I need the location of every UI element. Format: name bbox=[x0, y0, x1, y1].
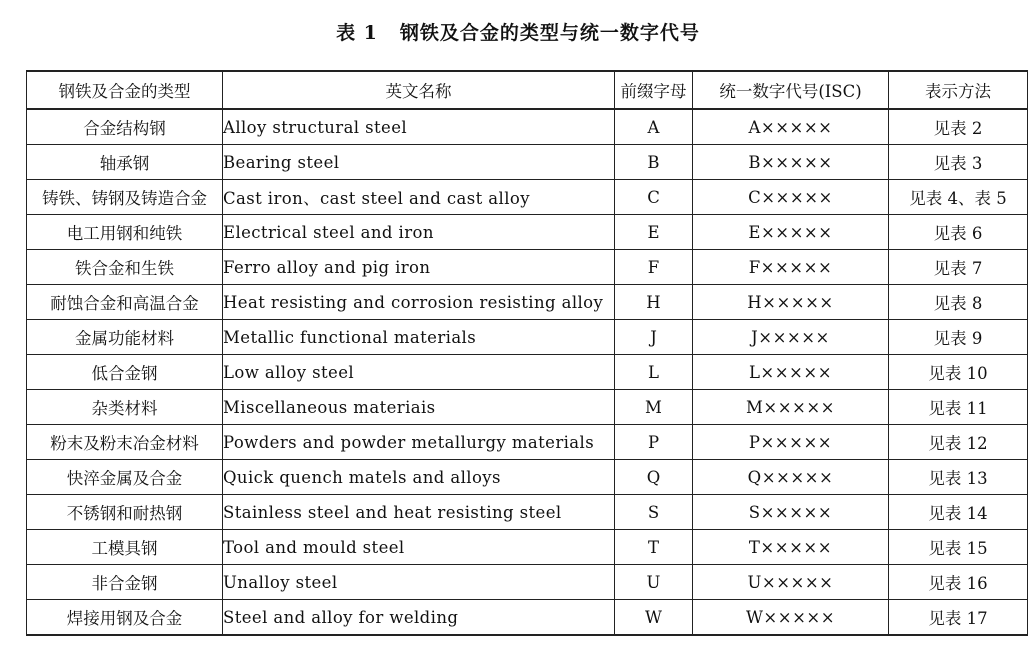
table-title bbox=[0, 18, 1036, 45]
prefix-letter-cell: A bbox=[615, 109, 693, 145]
table-header-row bbox=[27, 71, 1028, 109]
reference-cell: 见表 9 bbox=[889, 320, 1028, 355]
material-type-cell: 粉末及粉末冶金材料 bbox=[27, 425, 223, 460]
table-row bbox=[27, 109, 1028, 145]
reference-cell: 见表 12 bbox=[889, 425, 1028, 460]
material-type-cell: 焊接用钢及合金 bbox=[27, 600, 223, 636]
reference-cell: 见表 4、表 5 bbox=[889, 180, 1028, 215]
prefix-letter-cell: Q bbox=[615, 460, 693, 495]
prefix-letter-cell: S bbox=[615, 495, 693, 530]
table-number: 表 1 bbox=[336, 22, 378, 44]
table-body bbox=[27, 109, 1028, 635]
reference-cell: 见表 3 bbox=[889, 145, 1028, 180]
material-type-cell: 铁合金和生铁 bbox=[27, 250, 223, 285]
table-row bbox=[27, 145, 1028, 180]
table-row bbox=[27, 425, 1028, 460]
prefix-letter-cell: J bbox=[615, 320, 693, 355]
table-row bbox=[27, 565, 1028, 600]
material-type-cell: 工模具钢 bbox=[27, 530, 223, 565]
isc-code-cell: L××××× bbox=[693, 355, 889, 390]
table-row bbox=[27, 215, 1028, 250]
isc-code-cell: H××××× bbox=[693, 285, 889, 320]
english-name-cell: Quick quench matels and alloys bbox=[223, 460, 615, 495]
isc-code-cell: T××××× bbox=[693, 530, 889, 565]
prefix-letter-cell: C bbox=[615, 180, 693, 215]
reference-cell: 见表 16 bbox=[889, 565, 1028, 600]
isc-code-cell: U××××× bbox=[693, 565, 889, 600]
isc-code-cell: F××××× bbox=[693, 250, 889, 285]
english-name-cell: Metallic functional materials bbox=[223, 320, 615, 355]
english-name-cell: Ferro alloy and pig iron bbox=[223, 250, 615, 285]
reference-cell: 见表 11 bbox=[889, 390, 1028, 425]
table-row bbox=[27, 180, 1028, 215]
isc-code-cell: B××××× bbox=[693, 145, 889, 180]
english-name-cell: Miscellaneous materiais bbox=[223, 390, 615, 425]
material-type-cell: 铸铁、铸钢及铸造合金 bbox=[27, 180, 223, 215]
steel-alloy-code-table bbox=[26, 70, 1028, 636]
reference-cell: 见表 8 bbox=[889, 285, 1028, 320]
isc-code-cell: Q××××× bbox=[693, 460, 889, 495]
english-name-cell: Heat resisting and corrosion resisting alloy bbox=[223, 285, 615, 320]
english-name-cell: Bearing steel bbox=[223, 145, 615, 180]
isc-code-cell: S××××× bbox=[693, 495, 889, 530]
reference-cell: 见表 7 bbox=[889, 250, 1028, 285]
prefix-letter-cell: W bbox=[615, 600, 693, 636]
prefix-letter-cell: P bbox=[615, 425, 693, 460]
prefix-letter-cell: E bbox=[615, 215, 693, 250]
english-name-cell: Cast iron、cast steel and cast alloy bbox=[223, 180, 615, 215]
header-reference: 表示方法 bbox=[889, 71, 1028, 109]
material-type-cell: 非合金钢 bbox=[27, 565, 223, 600]
table-row bbox=[27, 250, 1028, 285]
table-row bbox=[27, 285, 1028, 320]
prefix-letter-cell: F bbox=[615, 250, 693, 285]
material-type-cell: 杂类材料 bbox=[27, 390, 223, 425]
english-name-cell: Tool and mould steel bbox=[223, 530, 615, 565]
material-type-cell: 低合金钢 bbox=[27, 355, 223, 390]
reference-cell: 见表 10 bbox=[889, 355, 1028, 390]
material-type-cell: 轴承钢 bbox=[27, 145, 223, 180]
table-row bbox=[27, 530, 1028, 565]
english-name-cell: Steel and alloy for welding bbox=[223, 600, 615, 636]
material-type-cell: 快淬金属及合金 bbox=[27, 460, 223, 495]
table-row bbox=[27, 390, 1028, 425]
english-name-cell: Low alloy steel bbox=[223, 355, 615, 390]
english-name-cell: Powders and powder metallurgy materials bbox=[223, 425, 615, 460]
english-name-cell: Stainless steel and heat resisting steel bbox=[223, 495, 615, 530]
material-type-cell: 不锈钢和耐热钢 bbox=[27, 495, 223, 530]
isc-code-cell: W××××× bbox=[693, 600, 889, 636]
reference-cell: 见表 6 bbox=[889, 215, 1028, 250]
isc-code-cell: C××××× bbox=[693, 180, 889, 215]
table-row bbox=[27, 495, 1028, 530]
header-isc-code: 统一数字代号(ISC) bbox=[693, 71, 889, 109]
prefix-letter-cell: U bbox=[615, 565, 693, 600]
isc-code-cell: J××××× bbox=[693, 320, 889, 355]
prefix-letter-cell: B bbox=[615, 145, 693, 180]
header-prefix-letter: 前缀字母 bbox=[615, 71, 693, 109]
isc-code-cell: E××××× bbox=[693, 215, 889, 250]
reference-cell: 见表 14 bbox=[889, 495, 1028, 530]
english-name-cell: Electrical steel and iron bbox=[223, 215, 615, 250]
isc-code-cell: A××××× bbox=[693, 109, 889, 145]
prefix-letter-cell: L bbox=[615, 355, 693, 390]
material-type-cell: 电工用钢和纯铁 bbox=[27, 215, 223, 250]
prefix-letter-cell: M bbox=[615, 390, 693, 425]
material-type-cell: 金属功能材料 bbox=[27, 320, 223, 355]
header-material-type: 钢铁及合金的类型 bbox=[27, 71, 223, 109]
isc-code-cell: P××××× bbox=[693, 425, 889, 460]
material-type-cell: 耐蚀合金和高温合金 bbox=[27, 285, 223, 320]
table-row bbox=[27, 460, 1028, 495]
table-caption: 钢铁及合金的类型与统一数字代号 bbox=[399, 22, 700, 44]
english-name-cell: Alloy structural steel bbox=[223, 109, 615, 145]
header-english-name: 英文名称 bbox=[223, 71, 615, 109]
table-row bbox=[27, 600, 1028, 636]
reference-cell: 见表 15 bbox=[889, 530, 1028, 565]
english-name-cell: Unalloy steel bbox=[223, 565, 615, 600]
table-row bbox=[27, 355, 1028, 390]
isc-code-cell: M××××× bbox=[693, 390, 889, 425]
reference-cell: 见表 13 bbox=[889, 460, 1028, 495]
table-row bbox=[27, 320, 1028, 355]
reference-cell: 见表 17 bbox=[889, 600, 1028, 636]
prefix-letter-cell: H bbox=[615, 285, 693, 320]
reference-cell: 见表 2 bbox=[889, 109, 1028, 145]
prefix-letter-cell: T bbox=[615, 530, 693, 565]
material-type-cell: 合金结构钢 bbox=[27, 109, 223, 145]
